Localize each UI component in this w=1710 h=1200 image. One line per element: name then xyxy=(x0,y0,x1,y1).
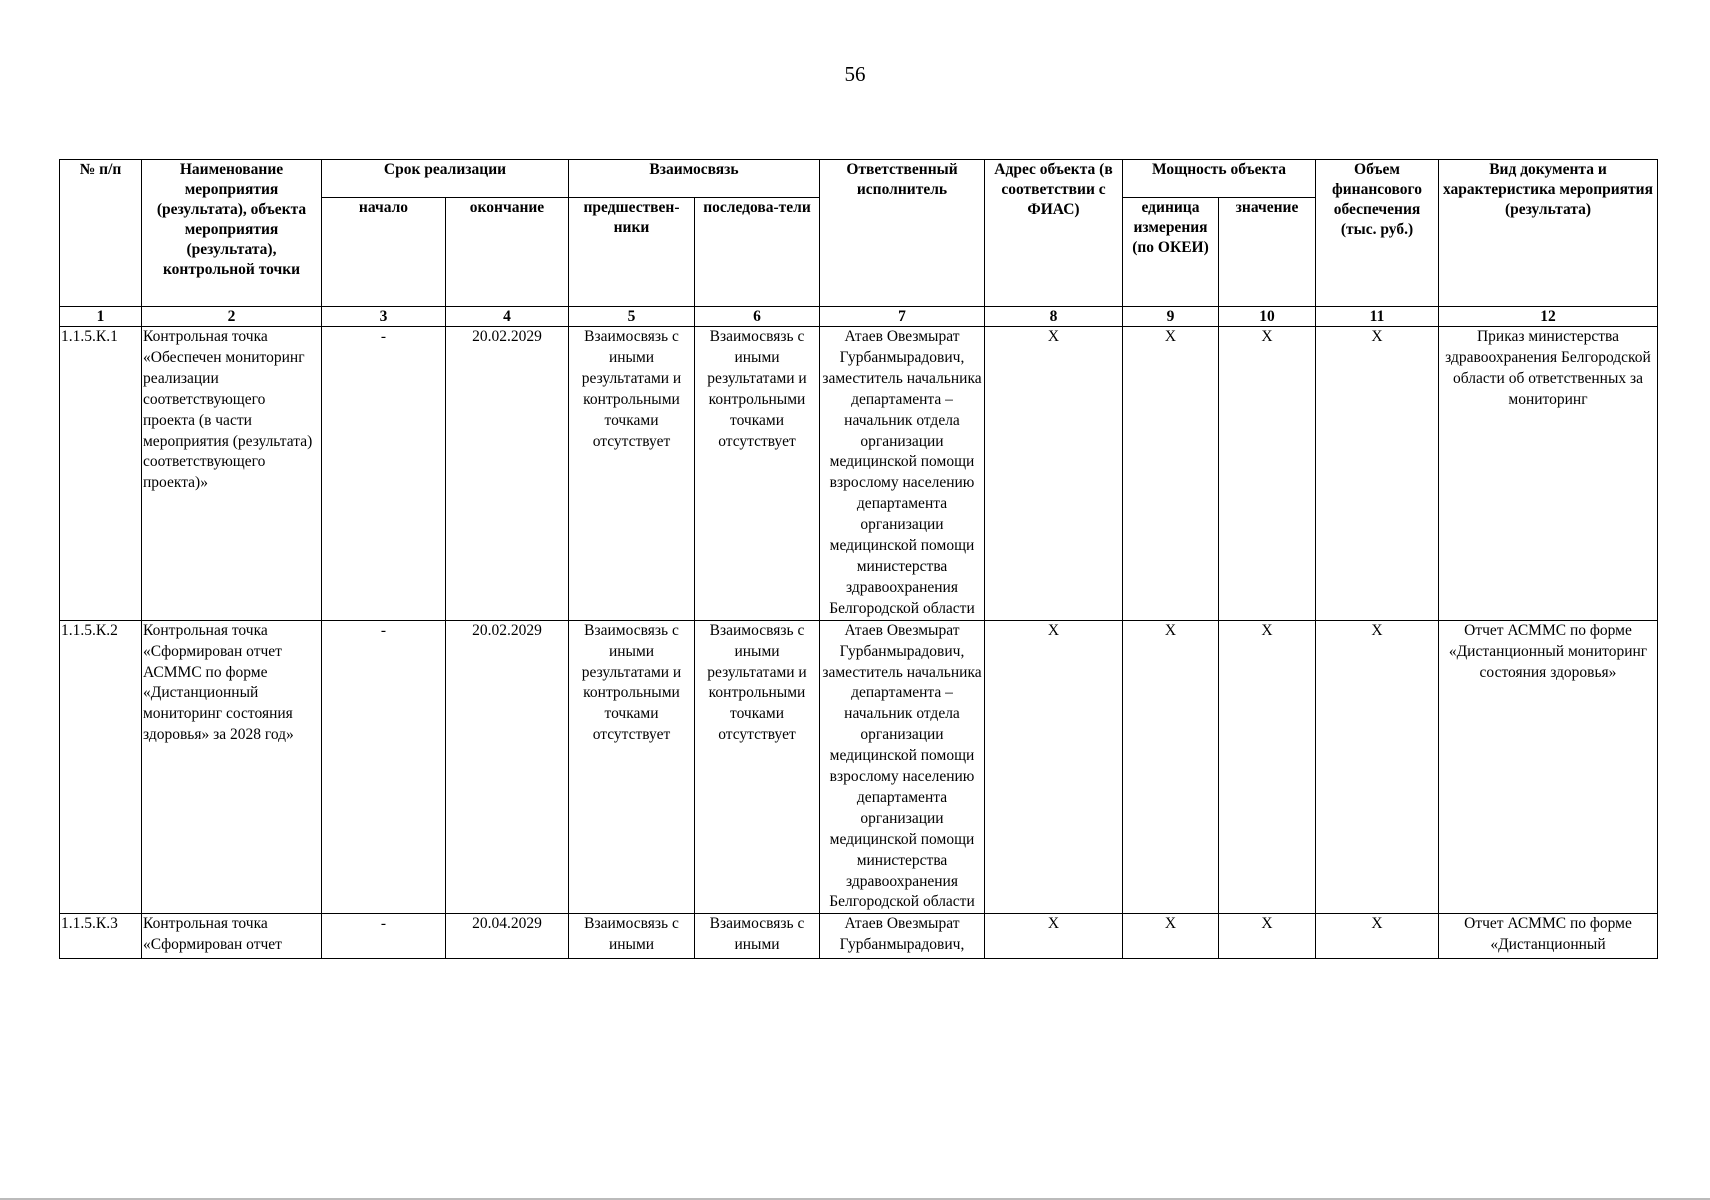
row-predecessors: Взаимосвязь с иными результатами и контрольными точками отсутствует xyxy=(569,620,695,914)
row-capacity-value: X xyxy=(1219,327,1316,621)
row-successors: Взаимосвязь с иными результатами и контрольными точками отсутствует xyxy=(695,327,820,621)
header-finance: Объем финансового обеспечения (тыс. руб.) xyxy=(1316,160,1439,307)
header-name: Наименование мероприятия (результата), объекта мероприятия (результата), контрольной точки xyxy=(142,160,322,307)
column-number-row xyxy=(60,307,1658,327)
implementation-plan-table xyxy=(59,159,1658,959)
header-document: Вид документа и характеристика мероприятия (результата) xyxy=(1439,160,1658,307)
row-finance: X xyxy=(1316,620,1439,914)
row-address: X xyxy=(985,620,1123,914)
row-document: Приказ министерства здравоохранения Белгородской области об ответственных за мониторинг xyxy=(1439,327,1658,621)
header-row-1 xyxy=(60,160,1658,198)
row-successors: Взаимосвязь с иными xyxy=(695,914,820,959)
row-responsible: Атаев Овезмырат Гурбанмырадович, xyxy=(820,914,985,959)
column-number: 7 xyxy=(820,307,985,327)
column-number: 8 xyxy=(985,307,1123,327)
header-link: Взаимосвязь xyxy=(569,160,820,198)
header-capacity: Мощность объекта xyxy=(1123,160,1316,198)
row-num: 1.1.5.К.1 xyxy=(60,327,142,621)
header-capacity-value: значение xyxy=(1219,197,1316,306)
header-link-next: последова-тели xyxy=(695,197,820,306)
row-capacity-unit: X xyxy=(1123,620,1219,914)
column-number: 10 xyxy=(1219,307,1316,327)
row-start: - xyxy=(322,327,446,621)
header-responsible: Ответственный исполнитель xyxy=(820,160,985,307)
row-num: 1.1.5.К.3 xyxy=(60,914,142,959)
row-name: Контрольная точка «Обеспечен мониторинг реализации соответствующего проекта (в части мероприятия (результата) соответствующего проекта)» xyxy=(142,327,322,621)
column-number: 1 xyxy=(60,307,142,327)
row-start: - xyxy=(322,620,446,914)
row-name: Контрольная точка «Сформирован отчет xyxy=(142,914,322,959)
row-capacity-value: X xyxy=(1219,620,1316,914)
row-predecessors: Взаимосвязь с иными результатами и контрольными точками отсутствует xyxy=(569,327,695,621)
header-address: Адрес объекта (в соответствии с ФИАС) xyxy=(985,160,1123,307)
header-link-pred: предшествен-ники xyxy=(569,197,695,306)
column-number: 2 xyxy=(142,307,322,327)
header-num: № п/п xyxy=(60,160,142,307)
row-num: 1.1.5.К.2 xyxy=(60,620,142,914)
column-number: 4 xyxy=(446,307,569,327)
column-number: 9 xyxy=(1123,307,1219,327)
row-responsible: Атаев Овезмырат Гурбанмырадович, заместитель начальника департамента – начальник отдела организации медицинской помощи взрослому населению департамента организации медицинской помощи министерства здравоохранения Белгородской области xyxy=(820,327,985,621)
row-address: X xyxy=(985,327,1123,621)
header-capacity-unit: единица измерения (по ОКЕИ) xyxy=(1123,197,1219,306)
column-number: 11 xyxy=(1316,307,1439,327)
column-number: 12 xyxy=(1439,307,1658,327)
row-capacity-value: X xyxy=(1219,914,1316,959)
table-row xyxy=(60,620,1658,914)
row-capacity-unit: X xyxy=(1123,327,1219,621)
row-start: - xyxy=(322,914,446,959)
column-number: 3 xyxy=(322,307,446,327)
column-number: 5 xyxy=(569,307,695,327)
row-finance: X xyxy=(1316,327,1439,621)
page-number: 56 xyxy=(844,62,866,86)
row-finance: X xyxy=(1316,914,1439,959)
row-document: Отчет АСММС по форме «Дистанционный мониторинг состояния здоровья» xyxy=(1439,620,1658,914)
table-row xyxy=(60,914,1658,959)
row-document: Отчет АСММС по форме «Дистанционный xyxy=(1439,914,1658,959)
row-address: X xyxy=(985,914,1123,959)
row-responsible: Атаев Овезмырат Гурбанмырадович, заместитель начальника департамента – начальник отдела организации медицинской помощи взрослому населению департамента организации медицинской помощи министерства здравоохранения Белгородской области xyxy=(820,620,985,914)
table-row xyxy=(60,327,1658,621)
row-end: 20.02.2029 xyxy=(446,327,569,621)
header-term: Срок реализации xyxy=(322,160,569,198)
row-end: 20.04.2029 xyxy=(446,914,569,959)
header-term-start: начало xyxy=(322,197,446,306)
row-name: Контрольная точка «Сформирован отчет АСММС по форме «Дистанционный мониторинг состояния здоровья» за 2028 год» xyxy=(142,620,322,914)
header-term-end: окончание xyxy=(446,197,569,306)
row-predecessors: Взаимосвязь с иными xyxy=(569,914,695,959)
column-number: 6 xyxy=(695,307,820,327)
row-successors: Взаимосвязь с иными результатами и контрольными точками отсутствует xyxy=(695,620,820,914)
row-end: 20.02.2029 xyxy=(446,620,569,914)
row-capacity-unit: X xyxy=(1123,914,1219,959)
